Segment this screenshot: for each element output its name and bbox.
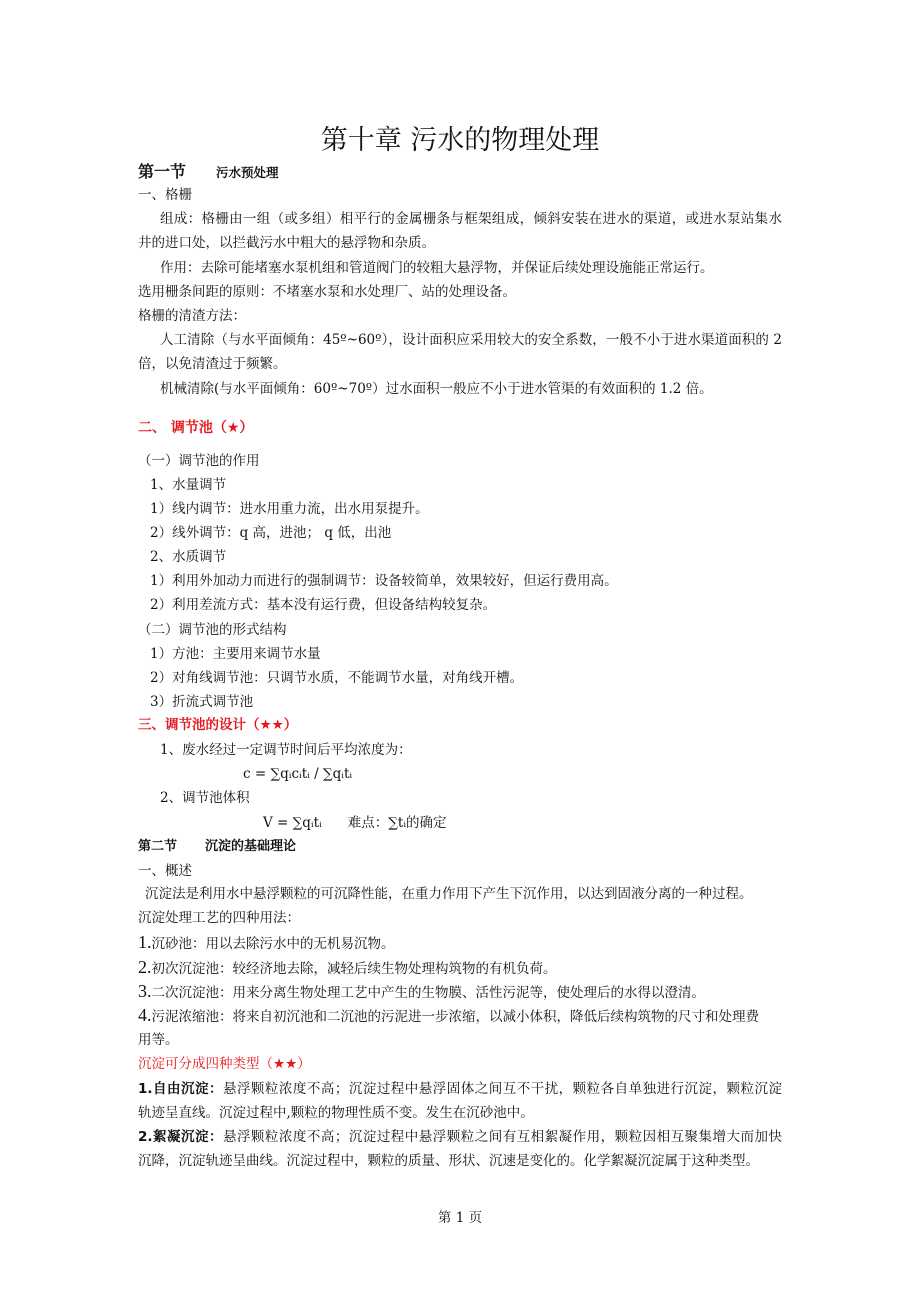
list-item	[138, 982, 705, 1002]
section-name: 污水预处理	[216, 165, 279, 180]
paragraph: 格栅的清渣方法：	[138, 308, 246, 324]
item-text: 初次沉淀池：较经济地去除，减轻后续生物处理构筑物的有机负荷。	[151, 961, 557, 977]
item-text: 二次沉淀池：用来分离生物处理工艺中产生的生物膜、活性污泥等，使处理后的水得以澄清。	[151, 985, 705, 1001]
heading-red: 三、调节池的设计（★★）	[138, 717, 298, 733]
list-item: 2、水质调节	[150, 549, 227, 565]
paragraph: 机械清除(与水平面倾角：60º~70º）过水面积一般应不小于进水管渠的有效面积的 1.2 倍。	[160, 381, 713, 397]
list-item: 1、水量调节	[150, 477, 227, 493]
subheading: （二）调节池的形式结构	[138, 622, 287, 638]
list-item	[138, 1080, 782, 1098]
list-item: 1、废水经过一定调节时间后平均浓度为：	[160, 742, 412, 758]
paragraph: 井的进口处，以拦截污水中粗大的悬浮物和杂质。	[138, 235, 435, 251]
list-item: 1）线内调节：进水用重力流，出水用泵提升。	[150, 501, 429, 517]
list-item	[138, 1006, 759, 1026]
paragraph: 沉降，沉淀轨迹呈曲线。沉淀过程中，颗粒的质量、形状、沉速是变化的。化学絮凝沉淀属于这种类型。	[138, 1153, 759, 1169]
paragraph: 选用栅条间距的原则：不堵塞水泵和水处理厂、站的处理设备。	[138, 284, 516, 300]
list-item: 2）利用差流方式：基本没有运行费，但设备结构较复杂。	[150, 597, 497, 613]
page-number: 第 1 页	[437, 1210, 483, 1226]
paragraph: 沉淀法是利用水中悬浮颗粒的可沉降性能，在重力作用下产生下沉作用，以达到固液分离的一种过程。	[145, 886, 753, 902]
paragraph: 轨迹呈直线。沉淀过程中,颗粒的物理性质不变。发生在沉砂池中。	[138, 1105, 534, 1121]
heading: 一、格栅	[138, 187, 192, 203]
formula: c = ∑qᵢcᵢtᵢ / ∑qᵢtᵢ	[243, 766, 353, 782]
section-2-heading	[138, 837, 296, 856]
list-item	[138, 1128, 782, 1146]
subheading: （一）调节池的作用	[138, 453, 260, 469]
paragraph: 组成：格栅由一组（或多组）相平行的金属栅条与框架组成，倾斜安装在进水的渠道，或进水泵站集水	[160, 211, 782, 227]
page-title: 第十章 污水的物理处理	[320, 125, 600, 156]
formula: V = ∑qᵢtᵢ	[263, 815, 322, 831]
heading-red: 二、 调节池（★）	[138, 420, 254, 436]
item-label: 2.絮凝沉淀：	[138, 1129, 223, 1145]
item-number: 2.	[138, 957, 152, 977]
item-label: 1.自由沉淀：	[138, 1081, 223, 1097]
item-number: 1.	[138, 932, 152, 952]
item-text: 悬浮颗粒浓度不高；沉淀过程中悬浮固体之间互不干扰，颗粒各自单独进行沉淀，颗粒沉淀	[222, 1081, 782, 1097]
item-text: 沉砂池：用以去除污水中的无机易沉物。	[151, 936, 395, 952]
list-item	[138, 933, 395, 953]
list-item: 1）方池：主要用来调节水量	[150, 646, 321, 662]
paragraph: 倍，以免清渣过于频繁。	[138, 356, 287, 372]
item-text: 污泥浓缩池：将来自初沉池和二沉池的污泥进一步浓缩，以减小体积，降低后续构筑物的尺寸和处理费	[151, 1009, 759, 1025]
list-item: 2）对角线调节池：只调节水质，不能调节水量，对角线开槽。	[150, 670, 524, 686]
formula-line	[263, 814, 447, 832]
item-number: 3.	[138, 981, 152, 1001]
paragraph: 作用：去除可能堵塞水泵机组和管道阀门的较粗大悬浮物，并保证后续处理设施能正常运行。	[160, 260, 714, 276]
section-1-heading	[138, 163, 279, 182]
section-name: 沉淀的基础理论	[205, 839, 297, 854]
item-number: 4.	[138, 1005, 152, 1025]
heading-red: 沉淀可分成四种类型（★★）	[138, 1056, 311, 1072]
paragraph: 人工清除（与水平面倾角：45º~60º），设计面积应采用较大的安全系数，一般不小于进水渠道面积的 2	[160, 332, 782, 348]
list-item	[138, 958, 557, 978]
formula-note: 难点：∑tᵢ的确定	[347, 815, 447, 831]
list-item: 2、调节池体积	[160, 790, 250, 806]
section-label: 第二节	[138, 839, 178, 854]
list-item: 1）利用外加动力而进行的强制调节：设备较简单，效果较好，但运行费用高。	[150, 573, 618, 589]
list-item: 3）折流式调节池	[150, 694, 254, 710]
list-item: 2）线外调节：q 高，进池； q 低，出池	[150, 525, 392, 541]
section-label: 第一节	[138, 162, 187, 181]
heading: 一、概述	[138, 863, 192, 879]
paragraph: 用等。	[138, 1032, 179, 1048]
paragraph: 沉淀处理工艺的四种用法：	[138, 910, 300, 926]
item-text: 悬浮颗粒浓度不高；沉淀过程中悬浮颗粒之间有互相絮凝作用，颗粒因相互聚集增大而加快	[222, 1129, 782, 1145]
